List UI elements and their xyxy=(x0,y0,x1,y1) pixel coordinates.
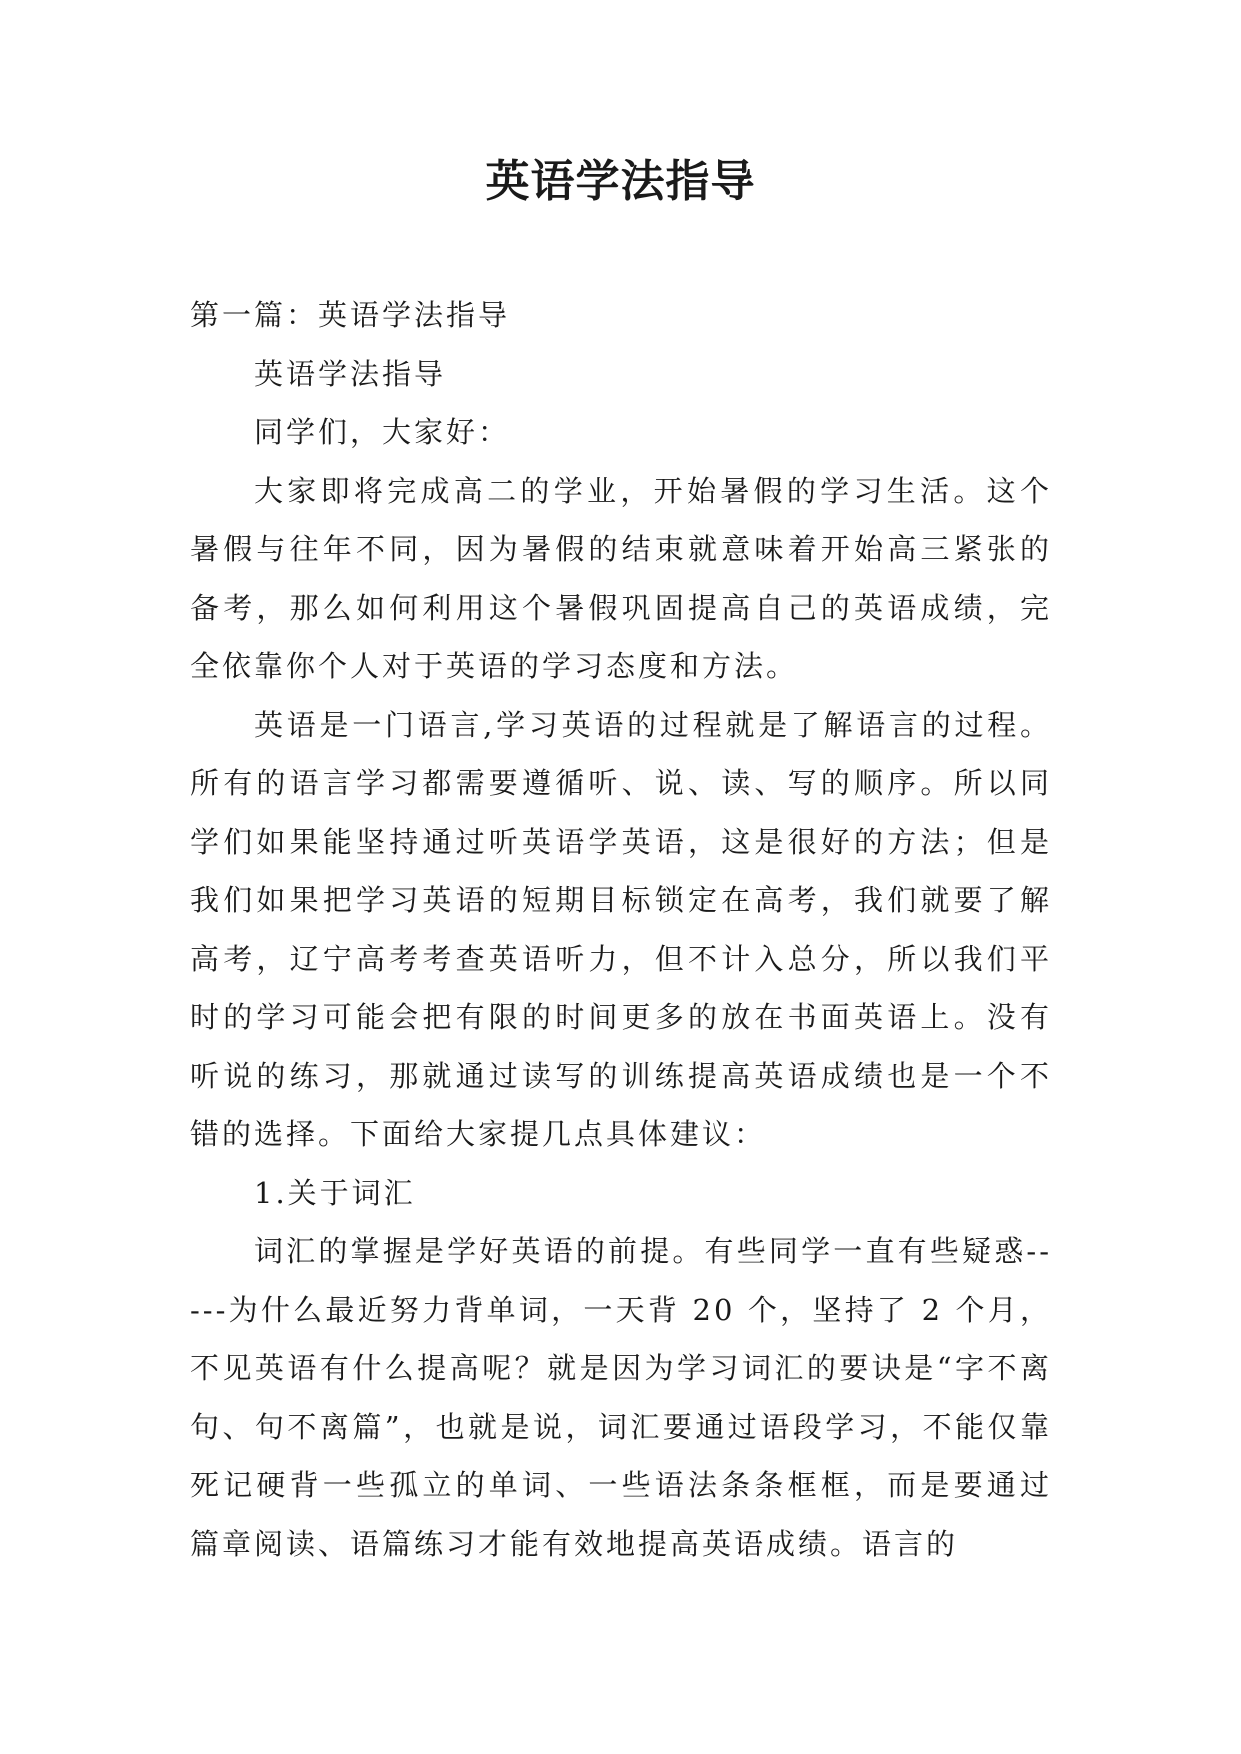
paragraph-subtitle: 英语学法指导 xyxy=(254,356,447,391)
paragraph-language-learning: 英语是一门语言,学习英语的过程就是了解语言的过程。所有的语言学习都需要遵循听、说、读、写的顺序。所以同学们如果能坚持通过听英语学英语，这是很好的方法；但是我们如果把学习英语的短期目标锁定在高考，我们就要了解高考，辽宁高考考查英语听力，但不计入总分，所以我们平时的学习可能会把有限的时间更多的放在书面英语上。没有听说的练习，那就通过读写的训练提高英语成绩也是一个不错的选择。下面给大家提几点具体建议： xyxy=(190,707,1052,1151)
paragraph-vocabulary-heading: 1.关于词汇 xyxy=(254,1175,416,1210)
paragraph-greeting: 同学们，大家好： xyxy=(254,415,511,449)
section-heading: 第一篇：英语学法指导 xyxy=(190,298,511,332)
document-body xyxy=(190,286,1052,1573)
document-title: 英语学法指导 xyxy=(485,156,756,207)
paragraph-intro: 大家即将完成高二的学业，开始暑假的学习生活。这个暑假与往年不同，因为暑假的结束就意味着开始高三紧张的备考，那么如何利用这个暑假巩固提高自己的英语成绩，完全依靠你个人对于英语的学习态度和方法。 xyxy=(190,473,1052,683)
paragraph-vocabulary: 词汇的掌握是学好英语的前提。有些同学一直有些疑惑-----为什么最近努力背单词，一天背 20 个，坚持了 2 个月，不见英语有什么提高呢？就是因为学习词汇的要诀是“字不离句、句不离篇”，也就是说，词汇要通过语段学习，不能仅靠死记硬背一些孤立的单词、一些语法条条框框，而是要通过篇章阅读、语篇练习才能有效地提高英语成绩。语言的 xyxy=(190,1234,1052,1561)
